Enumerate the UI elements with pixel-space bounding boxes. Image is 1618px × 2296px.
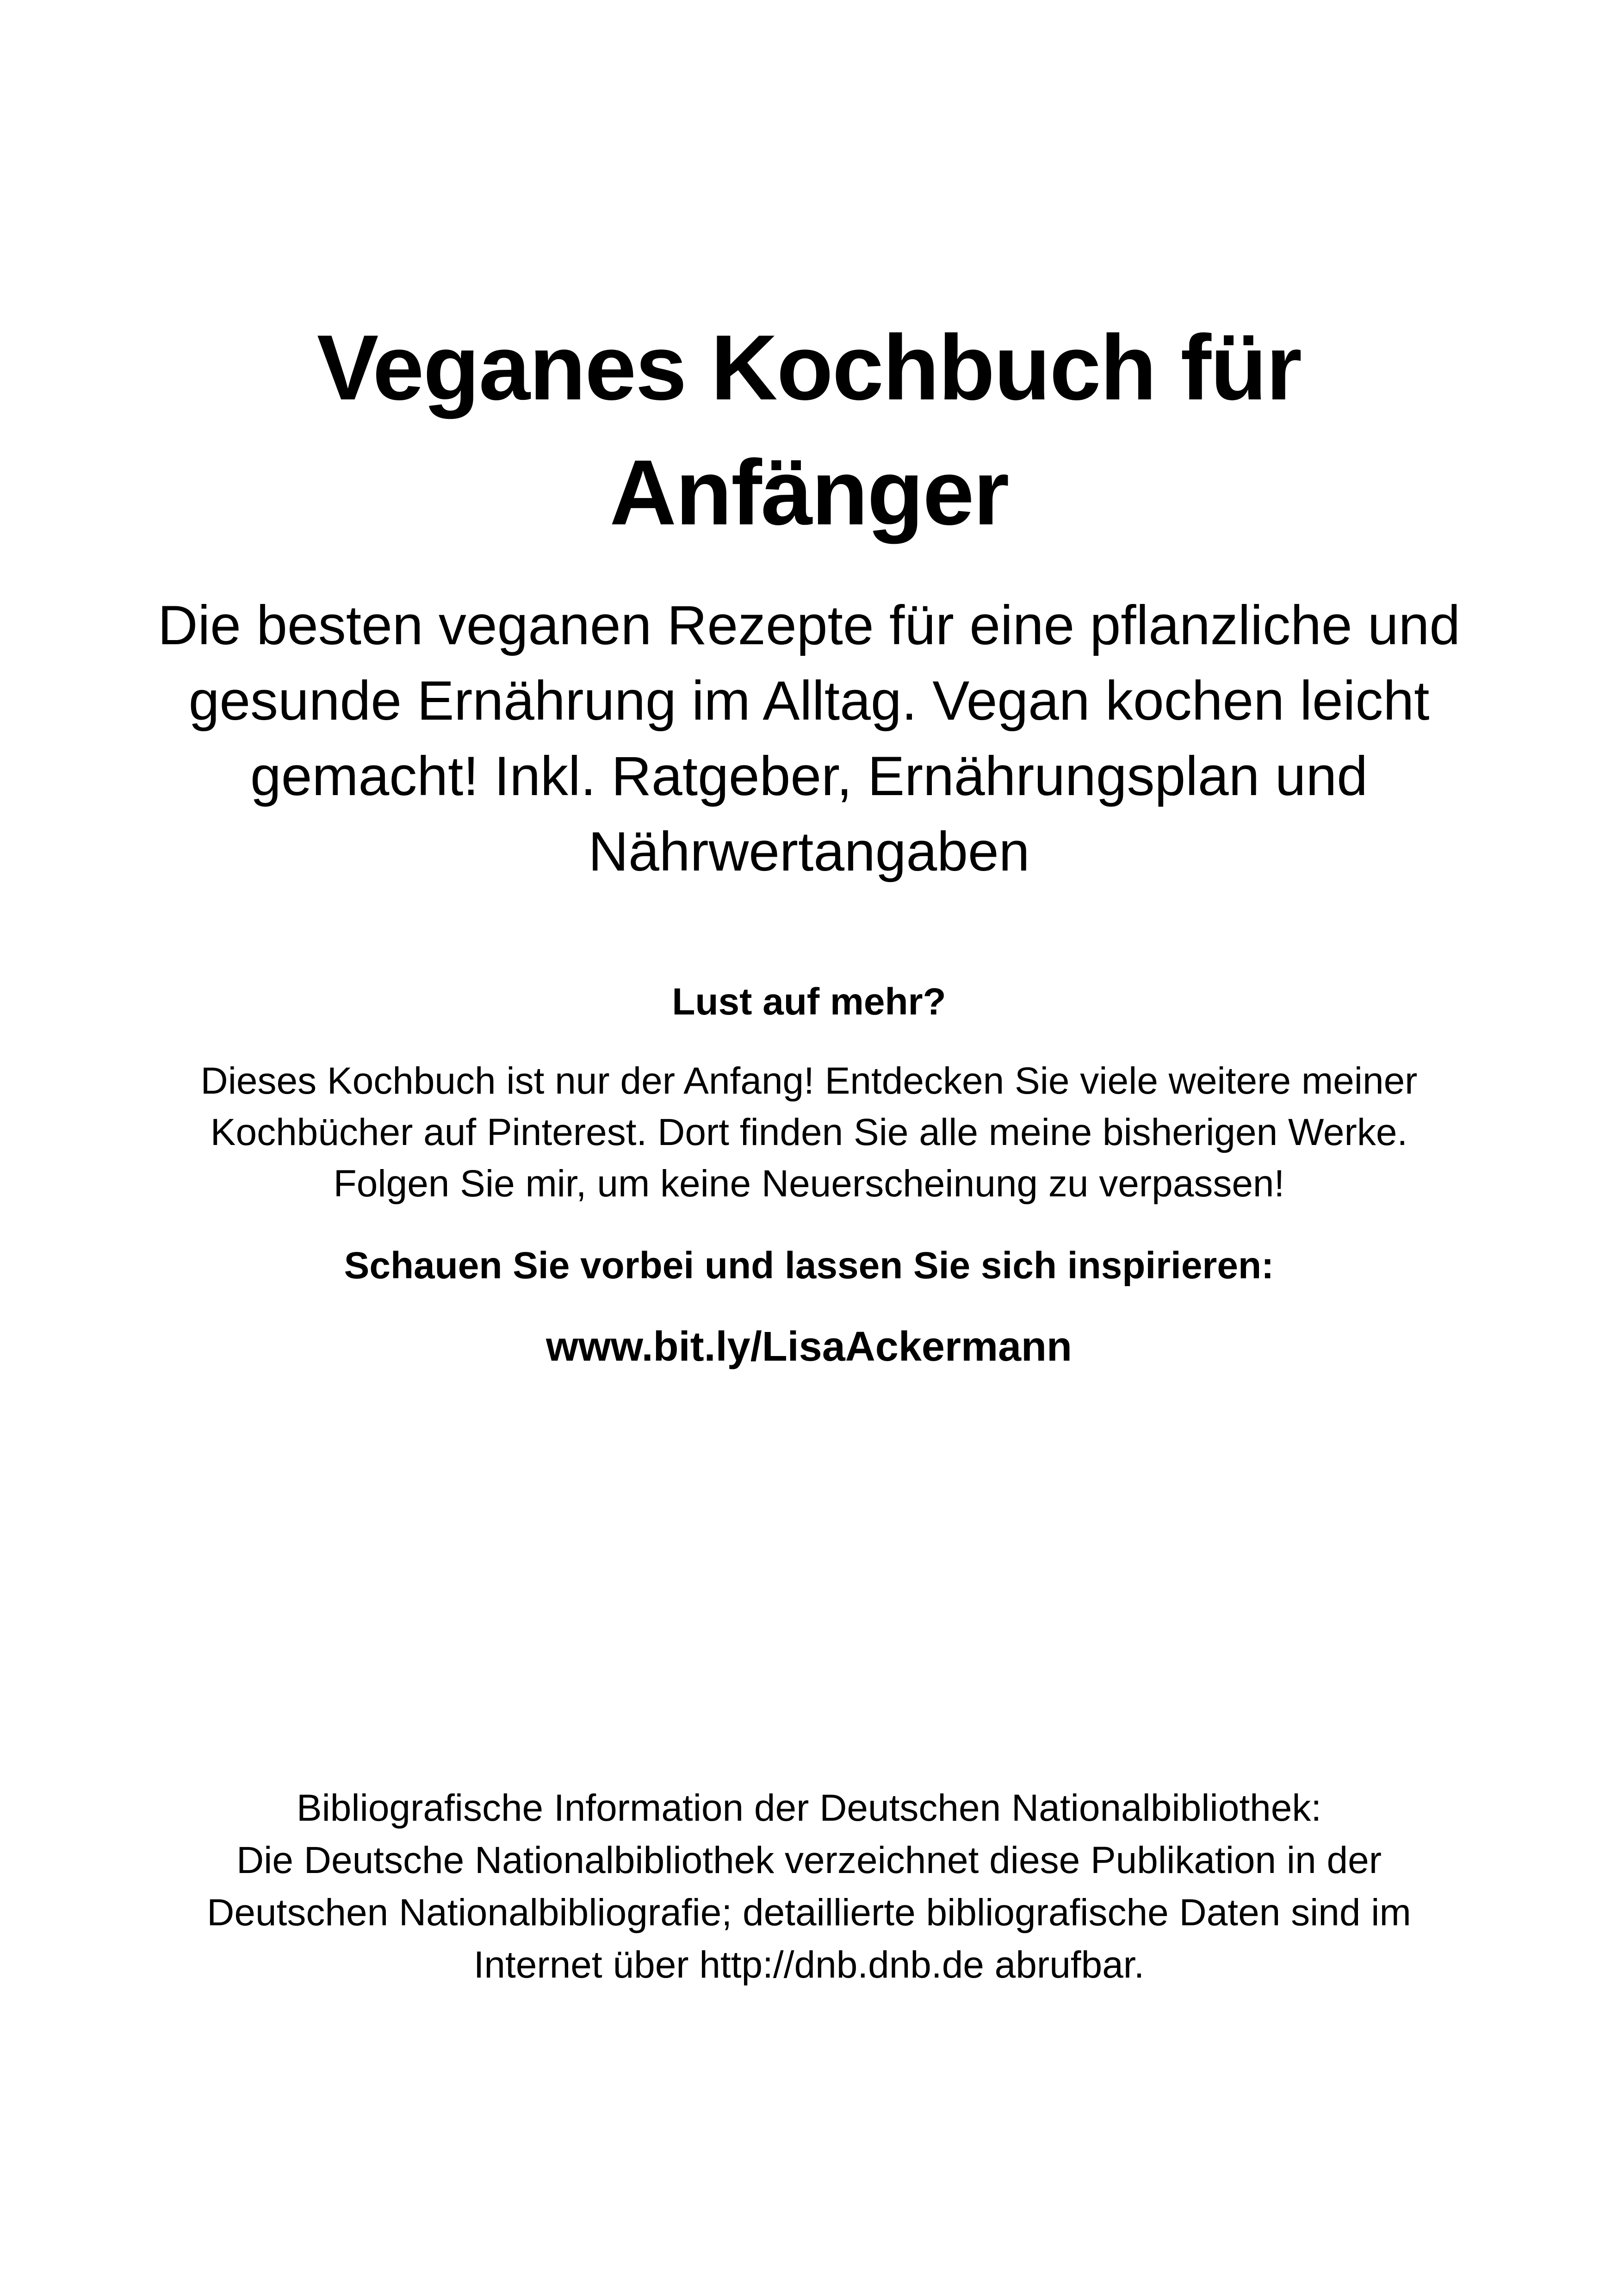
book-subtitle-line-1: Die besten veganen Rezepte für eine pflanzliche und bbox=[157, 594, 1461, 656]
bibliographic-notice-line-1: Bibliografische Information der Deutschen Nationalbibliothek: bbox=[296, 1787, 1322, 1829]
promo-body-line-3: Folgen Sie mir, um keine Neuerscheinung zu verpassen! bbox=[333, 1163, 1285, 1205]
promo-heading: Lust auf mehr? bbox=[672, 981, 946, 1023]
bibliographic-notice-line-2: Die Deutsche Nationalbibliothek verzeichnet diese Publikation in der bbox=[236, 1839, 1382, 1881]
book-subtitle-line-3: gemacht! Inkl. Ratgeber, Ernährungsplan und bbox=[250, 745, 1368, 807]
book-subtitle bbox=[0, 588, 1618, 890]
book-title bbox=[0, 305, 1618, 555]
bibliographic-notice-line-3: Deutschen Nationalbibliografie; detaillierte bibliografische Daten sind im bbox=[207, 1892, 1411, 1934]
promo-call-to-action: Schauen Sie vorbei und lassen Sie sich inspirieren: bbox=[344, 1244, 1274, 1287]
promo-body-line-1: Dieses Kochbuch ist nur der Anfang! Entdecken Sie viele weitere meiner bbox=[200, 1060, 1418, 1102]
bibliographic-notice bbox=[0, 1782, 1618, 1991]
book-title-line-1: Veganes Kochbuch für bbox=[316, 316, 1302, 419]
book-title-line-2: Anfänger bbox=[609, 441, 1009, 544]
bibliographic-notice-line-4: Internet über http://dnb.dnb.de abrufbar. bbox=[473, 1944, 1145, 1986]
pinterest-link[interactable]: www.bit.ly/LisaAckermann bbox=[546, 1324, 1072, 1370]
promo-body bbox=[0, 1055, 1618, 1209]
book-subtitle-line-2: gesunde Ernährung im Alltag. Vegan kochen leicht bbox=[188, 670, 1430, 732]
book-subtitle-line-4: Nährwertangaben bbox=[588, 821, 1030, 883]
promo-body-line-2: Kochbücher auf Pinterest. Dort finden Sie alle meine bisherigen Werke. bbox=[210, 1111, 1408, 1153]
